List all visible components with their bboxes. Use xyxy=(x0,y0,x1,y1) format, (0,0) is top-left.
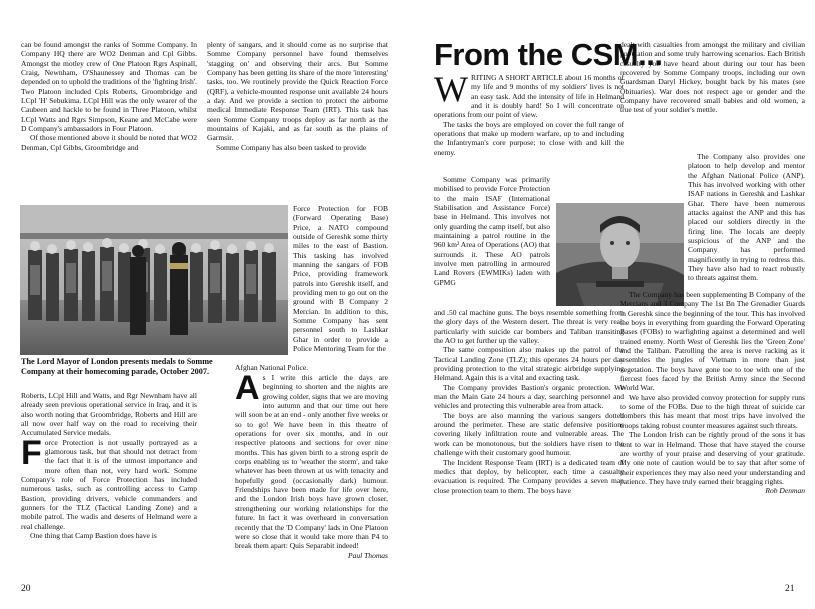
page-number-right: 21 xyxy=(785,584,795,594)
page-number-left: 20 xyxy=(21,584,31,594)
article-heading: From the CSM... xyxy=(434,37,663,72)
parade-photo xyxy=(20,205,288,355)
photo-caption: The Lord Mayor of London presents medals to Somme Company at their homecoming parade, October 2007. xyxy=(21,357,213,376)
left-col2-bottom: As I write this article the days are beginning to shorten and the nights are growing colder, signs that we are moving into autumn and that our time out here will soon be at an end - only another five weeks or so to go! We have been in this theatre of operations for over six months, and in our respective platoons and sections for over nine months. This has given birth to a strong esprit de corps enabling us to 'weather the storm', and take whatever has been thrown at us with tenacity and hopefully good (occasionally dark) humour. Friendships have been made for life over here, and the London Irish boys have grown closer, strengthening our working relationships for the future. In fact it was overheard in conversation recently that the 'D Company' lads in One Platoon were so close that it would take more than P4 to break them apart: Quis Separabit indeed! Paul Thomas xyxy=(235,369,388,560)
dropcap-w: W xyxy=(434,69,468,109)
right-col1: WRITING A SHORT ARTICLE about 16 months of my life and 9 months of my soldiers' lives is not an easy task. Add the intensity of life in Helmand and it is doubly hard! So I will concentrate on operations from our point of view. The tasks the boys are employed on cover the full range of operations that make up modern warfare, up to and including the Infantryman's core purpose; to close with and kill the enemy. xyxy=(434,69,624,157)
left-col2-after: Afghan National Police. xyxy=(235,363,309,372)
left-col2-top: plenty of sangars, and it should come as no surprise that Somme Company personnel have found themselves 'stagging on' and observing their arcs. But Somme Company has been getting its share of the more 'interesting' tasks, too. We routinely provide the Quick Reaction Force (QRF), a vehicle-mounted response unit available 24 hours a day. And we provide a section to protect the airborne medical Immediate Response Team (IRT). This task has seen Somme Company troops deploy as far north as the mountains of Kajaki, and as far south as the plains of Garmsir. Somme Company has also been tasked to provide xyxy=(207,40,388,152)
left-col1-top: can be found amongst the ranks of Somme Company. In Company HQ there are WO2 Denman and Cpl Gibbs. Amongst the motley crew of One Platoon Rgrs Aspinall, Craig, Newnham, O'Shaunessey and Thomas can be depended on to uphold the traditions of the 'fighting Irish'. Two Platoon included Cpls Roberts, Groombridge and LCpl 'H' Sebukima. LCpl Hill was the only wearer of the Caubeen and hackle to be found in Three Platoon, whilst LCpl Watts and Rgrs Simpson, Keane and McCabe were D Company's ambassadors in Four Platoon. Of those mentioned above it should be noted that WO2 Denman, Cpl Gibbs, Groombridge and xyxy=(21,40,197,152)
left-col2-side: Force Protection for FOB (Forward Operating Base) Price, a NATO compound outside of Gereshk some thirty miles to the east of Bastion. This tasking has involved manning the sangars of FOB Price, providing framework patrols into Gereshk itself, and providing men to go out on the ground with B Company 2 Mercian. In addition to this, Somme Company has sent personnel south to Lashkar Ghar in order to provide a Police Mentoring Team for the xyxy=(293,204,388,354)
left-signature: Paul Thomas xyxy=(347,550,388,560)
right-col2-bottom: The Company has been supplementing B Company of the Mercians and 3 Company The 1st Bn The Grenadier Guards in Gereshk since the beginning of the tour. This has involved the boys in everything from guarding the Forward Operating Bases (FOBs) to warfighting against a determined and well trained enemy. North West of Gereshk lies the 'Green Zone' and the Taliban. Patrolling the area is nerve racking as it resembles the jungles of Vietnam in more than just vegetation. The boys have gone toe to toe with one of the fiercest foes faced by the British Army since the Second World War. We have also provided convoy protection for supply runs to some of the FOBs. Due to the high threat of suicide car bombers this has meant that most trips have involved the troops taking robust counter measures against such threats. The London Irish can be rightly proud of the sons it has sent to war in Helmand. Those that have stayed the course are worthy of your praise and deserving of your gratitude. My one note of caution would be to say that after some of their experiences they may also need your understanding and patience. They have truly earned their bragging rights. Rob Denman xyxy=(620,290,805,496)
right-col2-top: dealt with casualties from amongst the military and civilian population and some truly harrowing scenarios. Each British casualty you have heard about during our tour has been recovered by Somme Company troops, including our own Guardsman Daryl Hickey, bought back by his mates (see Obituaries). War does not respect age or gender and the Company have recovered small babies and old women, a true test of your soldier's mettle. xyxy=(620,40,805,115)
parade-photo-image xyxy=(20,205,288,355)
right-page xyxy=(410,0,815,609)
right-col2-side: The Company also provides one platoon to help develop and mentor the Afghan National Police (ANP). This has involved working with other ISAF nations in Gereshk and Lashkar Ghar. There have been numerous attacks against the ANP and this has placed our soldiers directly in the firing line. The locals are deeply suspicious of the ANP and the Company has performed magnificently in trying to redress this. They have also had to react robustly to threats against them. xyxy=(688,152,805,283)
right-col1-bottom: and .50 cal machine guns. The boys resemble something from the glory days of the Western desert. The threat is very real, particularly with suicide car bombers and Taliban transiting the AO to get further up the valley. The same composition also makes up the patrol of the Tactical Landing Zone (TLZ); this operates 24 hours per day providing protection to the vital strategic airbridge supplying Helmand. Again this is a vital and exacting task. The Company provides Bastion's organic protection. We man the Main Gate 24 hours a day, searching personnel and vehicles and protecting this vulnerable area from attack. The boys are also manning the various sangers dotted around the perimeter. These are static defensive positions covering likely infiltration route and vulnerable areas. The work can be monotonous, but the soldiers have risen to the challenge with their customary good humour. The Incident Response Team (IRT) is a dedicated team of medics that deploy, by helicopter, each time a casualty evacuation is required. The Company provides a seven man close protection team to them. The boys have xyxy=(434,308,624,495)
left-col1-bottom: Roberts, LCpl Hill and Watts, and Rgr Newnham have all already seen previous operational service in Iraq, and it is also worth noting that Groombridge, Roberts and Hill are all now over half way on the road to receiving their Accumulated Service medals. Force Protection is not usually portrayed as a glamorous task, but that should not detract from the fact that it is of the utmost importance and more often than not, very hard work. Somme Company's role of Force Protection has included numerous tasks, such as controlling access to Camp Bastion, providing drivers, vehicle commanders and gunners for the TLZ (Tactical Landing Zone) and a mobile patrol. The wadis and deserts of Helmand were a real challenge. One thing that Camp Bastion does have is xyxy=(21,391,197,541)
dropcap-a: A xyxy=(235,369,260,407)
dropcap-f: F xyxy=(21,433,42,472)
right-signature: Rob Denman xyxy=(765,486,805,496)
right-col1-side: Somme Company was primarily mobilised to provide Force Protection to the main ISAF (International Stabilisation and Assistance Force) base in Helmand. This involves not only guarding the camp itself, but also maintaining a patrol routine in the 960 km² Area of Operations (AO) that surrounds it. These AO patrols involve men patrolling in armoured Land Rovers (EWMIKs) laden with GPMG xyxy=(434,175,550,287)
